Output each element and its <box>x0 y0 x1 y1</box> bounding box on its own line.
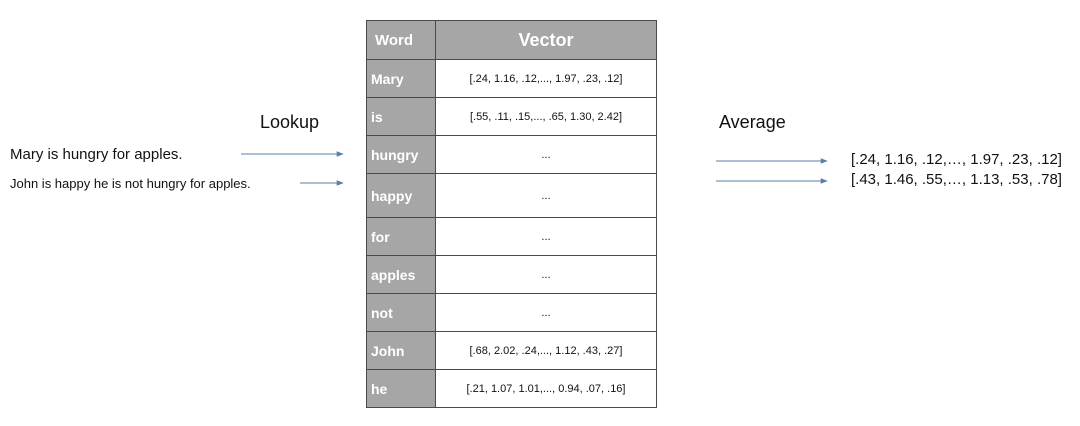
header-word: Word <box>367 21 436 60</box>
header-vector: Vector <box>436 21 657 60</box>
lookup-label: Lookup <box>260 112 320 132</box>
vector-cell: ... <box>436 218 657 256</box>
word-cell: Mary <box>367 60 436 98</box>
table-row <box>367 294 657 332</box>
table-row <box>367 370 657 408</box>
table-body <box>367 60 657 408</box>
vector-cell: ... <box>436 256 657 294</box>
word-cell: John <box>367 332 436 370</box>
vector-cell: ... <box>436 294 657 332</box>
table-row <box>367 136 657 174</box>
word-vector-table <box>366 20 657 408</box>
vector-cell: [.24, 1.16, .12,..., 1.97, .23, .12] <box>436 60 657 98</box>
average-vector-2: [.43, 1.46, .55,…, 1.13, .53, .78] <box>851 171 1062 188</box>
word-cell: for <box>367 218 436 256</box>
table-row <box>367 256 657 294</box>
table-row <box>367 98 657 136</box>
word-cell: not <box>367 294 436 332</box>
vector-cell: ... <box>436 174 657 218</box>
vector-cell: ... <box>436 136 657 174</box>
word-cell: hungry <box>367 136 436 174</box>
table-row <box>367 218 657 256</box>
table-header-row <box>367 21 657 60</box>
word-cell: apples <box>367 256 436 294</box>
table-row <box>367 60 657 98</box>
word-cell: happy <box>367 174 436 218</box>
vector-cell: [.55, .11, .15,..., .65, 1.30, 2.42] <box>436 98 657 136</box>
table-row <box>367 174 657 218</box>
average-label: Average <box>719 112 786 132</box>
average-vector-1: [.24, 1.16, .12,…, 1.97, .23, .12] <box>851 151 1062 168</box>
table-row <box>367 332 657 370</box>
vector-cell: [.21, 1.07, 1.01,..., 0.94, .07, .16] <box>436 370 657 408</box>
sentence-2: John is happy he is not hungry for apples. <box>10 176 251 191</box>
word-cell: he <box>367 370 436 408</box>
vector-cell: [.68, 2.02, .24,..., 1.12, .43, .27] <box>436 332 657 370</box>
sentence-1: Mary is hungry for apples. <box>10 146 183 163</box>
word-cell: is <box>367 98 436 136</box>
